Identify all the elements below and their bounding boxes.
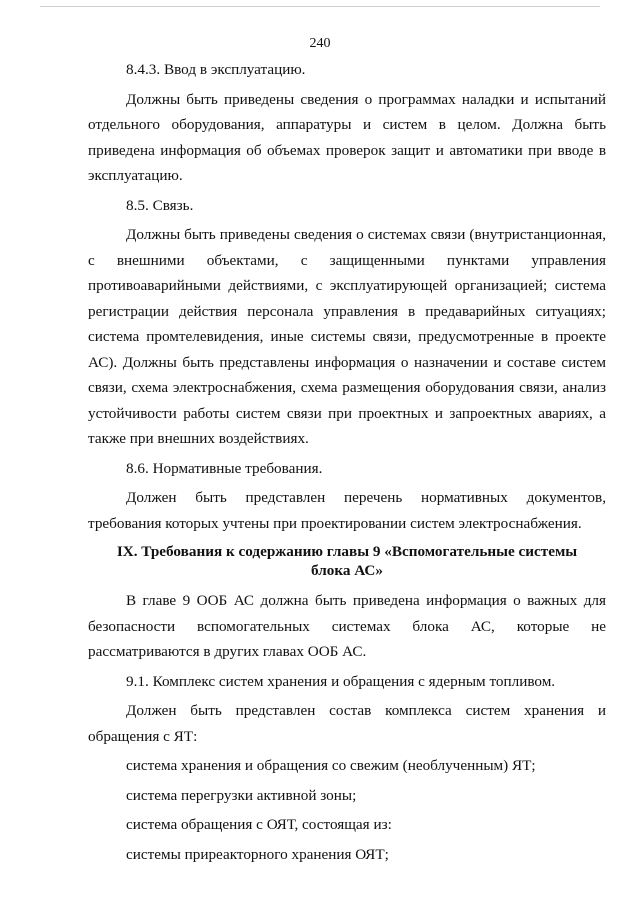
section-heading-8-6: 8.6. Нормативные требования.	[126, 459, 323, 477]
section-heading-8-4-3: 8.4.3. Ввод в эксплуатацию.	[126, 61, 306, 78]
page-number: 240	[309, 36, 331, 51]
page-content	[88, 57, 606, 871]
paragraph-9-1: Должен быть представлен состав комплекса систем хранения и обращения с ЯТ:	[88, 702, 606, 745]
section-heading-8-5: 8.5. Связь.	[126, 196, 194, 214]
chapter-heading: IX. Требования к содержанию главы 9 «Вспомогательные системы блока АС»	[116, 543, 578, 579]
paragraph-8-5: Должны быть приведены сведения о системах связи (внутристанционная, с внешними объектами, с защищенными пунктами управления противоаварийными действиями, с эксплуатирующей организацией; система регистрации действия персонала управления в предаварийных ситуациях; система промтелевидения, иные системы связи, предусмотренные в проекте АС). Должны быть представлены информация о назначении и составе систем связи, схема электроснабжения, схема размещения оборудования связи, анализ устойчивости работы систем связи при проектных и запроектных авариях, а также при внешних воздействиях.	[88, 226, 606, 447]
list-item: системы приреакторного хранения ОЯТ;	[126, 845, 389, 863]
list-item: система хранения и обращения со свежим (необлученным) ЯТ;	[126, 757, 536, 774]
section-heading-9-1: 9.1. Комплекс систем хранения и обращения с ядерным топливом.	[126, 672, 556, 690]
list-item: система обращения с ОЯТ, состоящая из:	[126, 816, 392, 833]
paragraph-chapter-9: В главе 9 ООБ АС должна быть приведена информация о важных для безопасности вспомогательных системах блока АС, которые не рассматриваются в других главах ООБ АС.	[88, 592, 606, 660]
paragraph-8-4-3: Должны быть приведены сведения о программах наладки и испытаний отдельного оборудования, аппаратуры и систем в целом. Должна быть приведена информация об объемах проверок защит и автоматики при вводе в эксплуатацию.	[88, 90, 606, 184]
page-top-border	[40, 6, 600, 7]
paragraph-8-6: Должен быть представлен перечень нормативных документов, требования которых учтены при проектировании систем электроснабжения.	[88, 489, 606, 532]
list-item: система перегрузки активной зоны;	[126, 786, 357, 804]
